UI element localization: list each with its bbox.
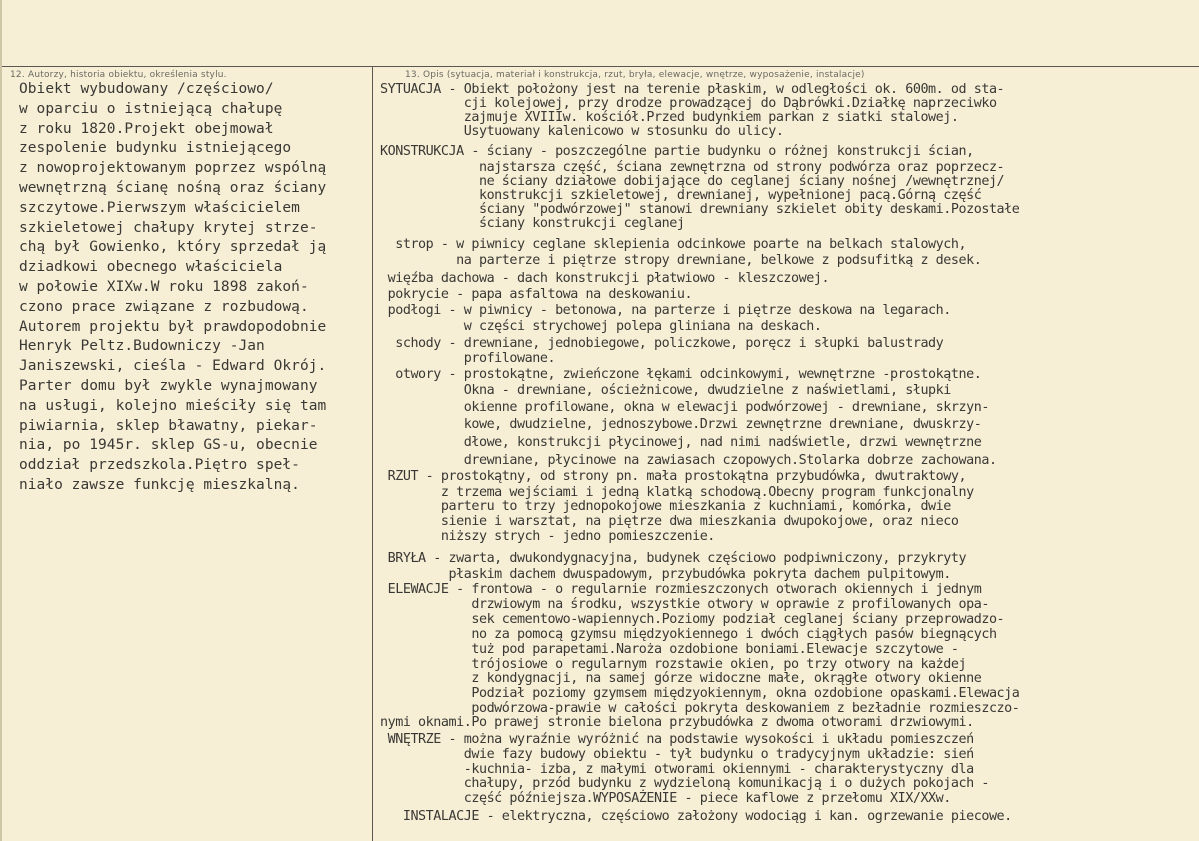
history-line: nia, po 1945r. sklep GS-u, obecnie (19, 437, 318, 454)
history-line: wewnętrzną ścianę nośną oraz ściany (19, 179, 327, 196)
description-line: Usytuowany kalenicowo w stosunku do ulicy. (380, 124, 784, 139)
description-line: z kondygnacji, na samej górze widoczne małe, okrągłe otwory okienne (380, 671, 982, 686)
history-text (19, 80, 369, 496)
history-line: szczytowe.Pierwszym właścicielem (19, 199, 300, 216)
description-line: parteru to trzy jednopokojowe mieszkania z kuchniami, komórka, dwie (380, 499, 951, 514)
description-line: cji kolejowej, przy drodze prowadzącej do Dąbrówki.Działkę naprzeciwko (380, 96, 997, 111)
description-line: konstrukcji szkieletowej, drewnianej, wypełnionej pacą.Górną część (380, 188, 982, 203)
description-line: INSTALACJE - elektryczna, częściowo założony wodociąg i kan. ogrzewanie piecowe. (380, 809, 1012, 824)
description-line: trójosiowe o regularnym rozstawie okien, po trzy otwory na każdej (380, 657, 967, 672)
history-line: Janiszewski, cieśla - Edward Okrój. (19, 358, 327, 375)
description-line: dwie fazy budowy obiektu - tył budynku o tradycyjnym układzie: sień (380, 747, 974, 762)
description-line: najstarsza część, ściana zewnętrzna od strony podwórza oraz poprzecz- (380, 160, 1005, 175)
history-line: niało zawsze funkcję mieszkalną. (19, 476, 300, 493)
history-line: piwiarnia, sklep bławatny, piekar- (19, 417, 318, 434)
description-line: tuż pod parapetami.Naroża ozdobione boniami.Elewacje szczytowe - (380, 642, 959, 657)
history-line: z nowoprojektowanym poprzez wspólną (19, 160, 327, 177)
description-line: ne ściany działowe dobijające do ceglanej ściany nośnej /wewnętrznej/ (380, 174, 1005, 189)
description-line: sienie i warsztat, na piętrze dwa mieszkania dwupokojowe, oraz nieco (380, 514, 959, 529)
description-line: no za pomocą gzymsu międzyokiennego i dwóch ciągłych pasów biegnących (380, 627, 997, 642)
description-line: KONSTRUKCJA - ściany - poszczególne partie budynku o różnej konstrukcji ścian, (380, 144, 974, 159)
history-line: oddział przedszkola.Piętro speł- (19, 457, 300, 474)
description-line: schody - drewniane, jednobiegowe, policzkowe, poręcz i słupki balustrady (380, 336, 944, 351)
history-line: Parter domu był zwykle wynajmowany (19, 377, 318, 394)
history-line: szkieletowej chałupy krytej strze- (19, 219, 318, 236)
description-line: zajmuje XVIIIw. kościół.Przed budynkiem parkan z siatki stalowej. (380, 110, 959, 125)
description-line: kowe, dwudzielne, jednoszybowe.Drzwi zewnętrzne drewniane, dwuskrzy- (380, 417, 982, 432)
description-line: nymi oknami.Po prawej stronie bielona przybudówka z dwoma otworami drzwiowymi. (380, 715, 974, 730)
history-line: Henryk Peltz.Budowniczy -Jan (19, 338, 265, 355)
history-line: na usługi, kolejno mieściły się tam (19, 397, 327, 414)
description-line: niższy strych - jedno pomieszczenie. (380, 529, 715, 544)
history-line: chą był Gowienko, który sprzedał ją (19, 239, 327, 256)
description-line: Podział poziomy gzymsem międzyokiennym, okna ozdobione opaskami.Elewacja (380, 686, 1020, 701)
description-line: sek cementowo-wapiennych.Poziomy podział ceglanej ściany przeprowadzo- (380, 612, 1005, 627)
description-line: drzwiowym na środku, wszystkie otwory w oprawie z profilowanych opa- (380, 597, 989, 612)
description-line: część późniejsza.WYPOSAŻENIE - piece kaflowe z przełomu XIX/XXw. (380, 791, 951, 806)
right-column-header: 13. Opis (sytuacja, materiał i konstrukcja, rzut, bryła, elewacje, wnętrze, wyposażenie, instalacje) (405, 70, 865, 80)
history-line: dziadkowi obecnego właściciela (19, 259, 283, 276)
left-column-header: 12. Autorzy, historia obiektu, określenia stylu. (10, 70, 227, 80)
description-line: ściany "podwórzowej" stanowi drewniany szkielet obity deskami.Pozostałe (380, 202, 1020, 217)
description-line: więźba dachowa - dach konstrukcji płatwiowo - kleszczowej. (380, 271, 830, 286)
description-line: BRYŁA - zwarta, dwukondygnacyjna, budynek częściowo podpiwniczony, przykryty (380, 551, 967, 566)
history-line: w oparciu o istniejącą chałupę (19, 100, 283, 117)
description-line: ściany konstrukcji ceglanej (380, 216, 685, 231)
description-line: Okna - drewniane, ościeżnicowe, dwudzielne z naświetlami, słupki (380, 383, 951, 398)
history-line: Obiekt wybudowany /częściowo/ (19, 81, 274, 97)
history-line: z roku 1820.Projekt obejmował (19, 120, 274, 137)
description-line: drewniane, płycinowe na zawiasach czopowych.Stolarka dobrze zachowana. (380, 453, 997, 468)
description-line: podłogi - w piwnicy - betonowa, na parterze i piętrze deskowa na legarach. (380, 303, 951, 318)
description-line: okienne profilowane, okna w elewacji podwórzowej - drewniane, skrzyn- (380, 400, 989, 415)
description-line: ELEWACJE - frontowa - o regularnie rozmieszczonych otworach okiennych i jednym (380, 582, 982, 597)
description-line: otwory - prostokątne, zwieńczone łękami odcinkowymi, wewnętrzne -prostokątne. (380, 367, 982, 382)
description-line: SYTUACJA - Obiekt położony jest na terenie płaskim, w odległości ok. 600m. od sta- (380, 82, 1005, 97)
description-line: w części strychowej polepa gliniana na deskach. (380, 319, 822, 334)
description-line: strop - w piwnicy ceglane sklepienia odcinkowe poarte na belkach stalowych, (380, 237, 967, 252)
history-line: Autorem projektu był prawdopodobnie (19, 318, 327, 335)
description-line: na parterze i piętrze stropy drewniane, belkowe z podsufitką z desek. (380, 253, 982, 268)
description-line: profilowane. (380, 351, 556, 366)
description-line: -kuchnia- izba, z małymi otworami okiennymi - charakterystyczny dla (380, 762, 974, 777)
history-line: czono prace związane z rozbudową. (19, 298, 309, 315)
description-line: WNĘTRZE - można wyraźnie wyróżnić na podstawie wysokości i układu pomieszczeń (380, 732, 974, 747)
description-line: RZUT - prostokątny, od strony pn. mała prostokątna przybudówka, dwutraktowy, (380, 469, 967, 484)
history-line: w połowie XIXw.W roku 1898 zakoń- (19, 278, 309, 295)
description-line: pokrycie - papa asfaltowa na deskowaniu. (380, 287, 693, 302)
history-line: zespolenie budynku istniejącego (19, 140, 292, 157)
column-rule (372, 66, 373, 841)
header-rule (2, 66, 1199, 67)
description-line: z trzema wejściami i jedną klatką schodową.Obecny program funkcjonalny (380, 485, 974, 500)
description-line: chałupy, przód budynku z wydzieloną komunikacją i o dużych pokojach - (380, 776, 989, 791)
description-line: płaskim dachem dwuspadowym, przybudówka pokryta dachem pulpitowym. (380, 567, 951, 582)
description-line: dłowe, konstrukcji płycinowej, nad nimi nadświetle, drzwi wewnętrzne (380, 435, 982, 450)
description-line: podwórzowa-prawie w całości pokryta deskowaniem z bezładnie rozmieszczo- (380, 701, 1020, 716)
